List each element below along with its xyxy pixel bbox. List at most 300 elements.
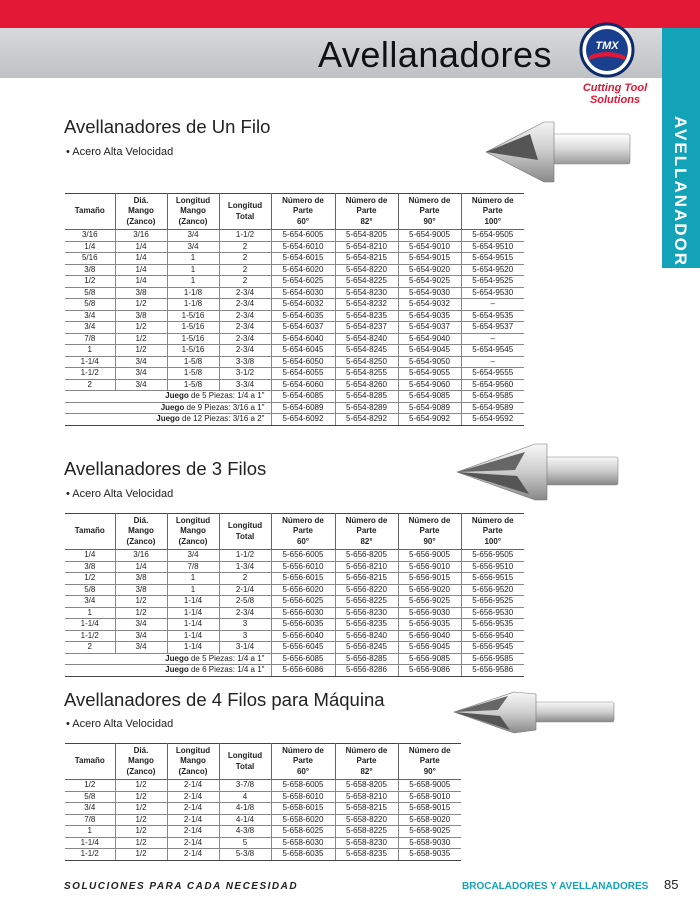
table-row [65, 619, 524, 631]
table-cell: – [461, 333, 524, 345]
tagline [570, 82, 660, 106]
table-row [65, 333, 524, 345]
table-cell: 3/4 [65, 803, 115, 815]
tagline-line2: Solutions [589, 94, 641, 106]
table-cell: 5/8 [65, 287, 115, 299]
table-cell: 3/4 [65, 596, 115, 608]
table-cell: 5-654-9050 [398, 356, 461, 368]
table-row [65, 584, 524, 596]
table-cell: 3/4 [115, 368, 167, 380]
table-row [65, 287, 524, 299]
table-cell: 1-1/8 [167, 287, 219, 299]
col-parte-90: Número de Parte 90° [398, 514, 461, 550]
table-cell: 5-656-9505 [461, 550, 524, 562]
table-cell: 5-654-6015 [271, 253, 335, 265]
table-cell: 3/8 [115, 310, 167, 322]
logo-text: TMX [595, 40, 619, 52]
table-cell: 5-658-8230 [335, 837, 398, 849]
col-longitud-total: Longitud Total [219, 744, 271, 780]
table-cell: 5-654-9092 [398, 414, 461, 426]
table-cell: 5-654-6055 [271, 368, 335, 380]
table-cell: 5-654-6025 [271, 276, 335, 288]
table-cell: 5-654-9010 [398, 241, 461, 253]
table-cell: 1/2 [115, 333, 167, 345]
table-cell: 5-656-6005 [271, 550, 335, 562]
table-cell: 1/2 [115, 849, 167, 861]
table-cell: 5-654-8220 [335, 264, 398, 276]
table-cell: 5-654-8225 [335, 276, 398, 288]
table-cell: 5-656-6010 [271, 561, 335, 573]
table-cell: 5-654-9085 [398, 391, 461, 403]
table-row [65, 310, 524, 322]
table-cell: 5-656-9535 [461, 619, 524, 631]
table-cell: 3/4 [65, 310, 115, 322]
table-cell: 5-656-8285 [335, 653, 398, 665]
table-cell: 5-654-8230 [335, 287, 398, 299]
table-cell: 5-656-6045 [271, 642, 335, 654]
table-row [65, 253, 524, 265]
table-row [65, 368, 524, 380]
table-cell: 3/8 [115, 573, 167, 585]
table-cell: 5-654-9037 [398, 322, 461, 334]
table-cell: 1 [65, 345, 115, 357]
table-cell: 5-658-6005 [271, 780, 335, 792]
table-cell: 5-656-8215 [335, 573, 398, 585]
table-row [65, 356, 524, 368]
table-cell: 1/2 [65, 573, 115, 585]
table-cell: 3/4 [115, 619, 167, 631]
table-cell: 5-658-6020 [271, 814, 335, 826]
table-cell: 3/8 [115, 287, 167, 299]
table-cell: 5-654-9520 [461, 264, 524, 276]
table-cell: 4-3/8 [219, 826, 271, 838]
table-cell: 5-654-8210 [335, 241, 398, 253]
table-cell: 5-654-9545 [461, 345, 524, 357]
table-cell: 5-656-9015 [398, 573, 461, 585]
table-cell: 1/4 [65, 550, 115, 562]
table-cell: 1/4 [115, 241, 167, 253]
table-cell: 1-1/4 [167, 596, 219, 608]
col-tamano: Tamaño [65, 744, 115, 780]
col-longitud-mango: Longitud Mango (Zanco) [167, 514, 219, 550]
table-cell: 1-1/2 [65, 849, 115, 861]
footer-section: BROCALADORES Y AVELLANADORES [462, 881, 649, 892]
table-cell: 1/4 [115, 264, 167, 276]
table-cell: 5-656-6020 [271, 584, 335, 596]
table-row [65, 276, 524, 288]
table-cell: 1/2 [115, 607, 167, 619]
table-cell: 1-5/16 [167, 333, 219, 345]
table-cell: 5-654-9045 [398, 345, 461, 357]
col-longitud-mango: Longitud Mango (Zanco) [167, 194, 219, 230]
table-cell: 3/16 [115, 230, 167, 242]
single-flute-countersink-image [482, 120, 632, 184]
table-cell: 2-3/4 [219, 333, 271, 345]
col-parte-100: Número de Parte 100° [461, 514, 524, 550]
col-parte-90: Número de Parte 90° [398, 744, 461, 780]
table-cell: 2-1/4 [167, 803, 219, 815]
table-cell: 1/2 [65, 780, 115, 792]
table-cell: 5-656-8286 [335, 665, 398, 677]
table-cell: 1 [167, 276, 219, 288]
table-cell: 1 [65, 607, 115, 619]
table-row [65, 630, 524, 642]
table-cell: 1-1/4 [167, 630, 219, 642]
table-cell: 5-654-8215 [335, 253, 398, 265]
table-cell: 5-654-6020 [271, 264, 335, 276]
table-cell: 5-658-8235 [335, 849, 398, 861]
set-row [65, 414, 524, 426]
table-cell: 5-654-8285 [335, 391, 398, 403]
table-row [65, 596, 524, 608]
tagline-line1: Cutting Tool [582, 82, 648, 94]
table-cell: 5-656-6025 [271, 596, 335, 608]
table-cell: 5-658-6035 [271, 849, 335, 861]
set-label: Juego de 5 Piezas: 1/4 a 1" [65, 653, 271, 665]
table-cell: 2-1/4 [219, 584, 271, 596]
table-cell: 3 [219, 630, 271, 642]
table-cell: 5-654-6040 [271, 333, 335, 345]
table-cell: 5-654-8245 [335, 345, 398, 357]
table-cell: 1 [167, 264, 219, 276]
table-cell: 1-5/8 [167, 379, 219, 391]
table-cell: 3-3/4 [219, 379, 271, 391]
table-cell: 5-654-9515 [461, 253, 524, 265]
table-cell: 5-654-6037 [271, 322, 335, 334]
table-cell: 5-656-9525 [461, 596, 524, 608]
table-cell: 5-656-6040 [271, 630, 335, 642]
table-cell: 2-3/4 [219, 322, 271, 334]
table-cell: 5-654-9060 [398, 379, 461, 391]
table-cell: 5-656-9086 [398, 665, 461, 677]
table-cell: 3/8 [65, 264, 115, 276]
col-dia-mango: Diá. Mango (Zanco) [115, 514, 167, 550]
table-cell: 5-654-8240 [335, 333, 398, 345]
table-cell: 3-3/8 [219, 356, 271, 368]
table-cell: 5-656-9040 [398, 630, 461, 642]
section-bullet-un-filo: • Acero Alta Velocidad [66, 146, 174, 158]
table-cell: 5-654-9537 [461, 322, 524, 334]
table-cell: 5-658-8205 [335, 780, 398, 792]
set-label: Juego de 5 Piezas: 1/4 a 1" [65, 391, 271, 403]
table-cell: 5-654-8235 [335, 310, 398, 322]
table-cell: 2-1/4 [167, 814, 219, 826]
table-cell: 5-654-9089 [398, 402, 461, 414]
table-cell: 1-1/4 [167, 619, 219, 631]
table-cell: 2-1/4 [167, 780, 219, 792]
table-cell: 5-658-8225 [335, 826, 398, 838]
table-cell: 5-654-6085 [271, 391, 335, 403]
col-parte-60: Número de Parte 60° [271, 744, 335, 780]
table-cell: 3/4 [167, 241, 219, 253]
table-cell: 5-656-9530 [461, 607, 524, 619]
table-cell: – [461, 356, 524, 368]
col-parte-60: Número de Parte 60° [271, 194, 335, 230]
table-cell: 2-1/4 [167, 791, 219, 803]
table-cell: 2 [65, 379, 115, 391]
table-cell: 1/2 [65, 276, 115, 288]
table-cell: 5/8 [65, 299, 115, 311]
table-cell: 5-654-6089 [271, 402, 335, 414]
table-cell: 5-658-9005 [398, 780, 461, 792]
col-parte-82: Número de Parte 82° [335, 514, 398, 550]
table-cell: 3-7/8 [219, 780, 271, 792]
four-flute-countersink-image [452, 690, 617, 735]
section-bullet-4-filos: • Acero Alta Velocidad [66, 718, 174, 730]
table-cell: 5-656-9005 [398, 550, 461, 562]
table-cell: 1 [167, 253, 219, 265]
table-cell: 1-3/4 [219, 561, 271, 573]
table-cell: 5-654-9030 [398, 287, 461, 299]
table-cell: 1/2 [115, 345, 167, 357]
table-cell: 3 [219, 619, 271, 631]
table-row [65, 299, 524, 311]
table-cell: 2-3/4 [219, 607, 271, 619]
table-cell: 5-658-6010 [271, 791, 335, 803]
table-cell: 5-654-9530 [461, 287, 524, 299]
table-cell: 2-1/4 [167, 837, 219, 849]
table-cell: 5-654-9040 [398, 333, 461, 345]
table-cell: 5-656-6030 [271, 607, 335, 619]
table-cell: 5-654-9015 [398, 253, 461, 265]
table-cell: 5-654-9005 [398, 230, 461, 242]
table-cell: 5-656-9586 [461, 665, 524, 677]
table-row [65, 550, 524, 562]
table-cell: 5/8 [65, 584, 115, 596]
table-cell: 3/4 [167, 230, 219, 242]
table-cell: 5-658-8215 [335, 803, 398, 815]
table-cell: 1-1/2 [219, 550, 271, 562]
table-row [65, 322, 524, 334]
table-cell: 2 [219, 264, 271, 276]
table-cell: 7/8 [167, 561, 219, 573]
table-cell: 5-658-9020 [398, 814, 461, 826]
table-cell: 1/2 [115, 322, 167, 334]
table-cell: 2-3/4 [219, 287, 271, 299]
table-cell: 5-654-8292 [335, 414, 398, 426]
table-cell: 1/2 [115, 814, 167, 826]
table-cell: 5-658-9030 [398, 837, 461, 849]
table-cell: 2-5/8 [219, 596, 271, 608]
table-cell: 5-658-8210 [335, 791, 398, 803]
table-cell: 5-654-8237 [335, 322, 398, 334]
table-cell: 5-654-8255 [335, 368, 398, 380]
table-cell: 5-656-8210 [335, 561, 398, 573]
table-cell: 3/4 [65, 322, 115, 334]
table-cell: 1-5/16 [167, 322, 219, 334]
table-row [65, 849, 461, 861]
table-cell: 5-658-6030 [271, 837, 335, 849]
table-cell: 5-656-9540 [461, 630, 524, 642]
table-cell: 1/4 [115, 561, 167, 573]
col-parte-90: Número de Parte 90° [398, 194, 461, 230]
table-cell: 1/2 [115, 837, 167, 849]
table-cell: 3/4 [115, 630, 167, 642]
table-cell: 5-656-6085 [271, 653, 335, 665]
table-cell: 1/2 [115, 299, 167, 311]
table-cell: 1-1/4 [167, 607, 219, 619]
table-cell: 5-654-8289 [335, 402, 398, 414]
table-cell: 1-5/8 [167, 368, 219, 380]
table-row [65, 264, 524, 276]
table-cell: 1-1/2 [65, 630, 115, 642]
table-cell: 5-656-9035 [398, 619, 461, 631]
table-cell: 5-654-6060 [271, 379, 335, 391]
table-cell: 1/2 [115, 780, 167, 792]
table-cell: 1 [167, 584, 219, 596]
set-row [65, 402, 524, 414]
table-cell: 1/2 [115, 803, 167, 815]
table-cell: 5-654-9585 [461, 391, 524, 403]
table-cell: 5-654-9589 [461, 402, 524, 414]
title-banner [0, 28, 662, 78]
table-cell: 3-1/2 [219, 368, 271, 380]
table-cell: 2-3/4 [219, 299, 271, 311]
side-tab-label: AVELLANADORES [671, 116, 690, 294]
table-cell: 5-654-9535 [461, 310, 524, 322]
table-cell: 5-654-9020 [398, 264, 461, 276]
table-cell: 5/8 [65, 791, 115, 803]
table-cell: 1-1/4 [65, 619, 115, 631]
table-cell: 1-1/2 [65, 368, 115, 380]
three-flute-countersink-image [455, 442, 620, 502]
table-cell: 1-1/4 [65, 837, 115, 849]
table-cell: 5-654-6050 [271, 356, 335, 368]
table-cell: 5-658-9010 [398, 791, 461, 803]
table-row [65, 837, 461, 849]
table-cell: 3/8 [65, 561, 115, 573]
table-cell: 5-658-6015 [271, 803, 335, 815]
table-cell: 5-656-8220 [335, 584, 398, 596]
table-cell: 5/16 [65, 253, 115, 265]
table-cell: 3/4 [115, 356, 167, 368]
table-cell: 1-1/4 [167, 642, 219, 654]
table-cell: 5-654-9555 [461, 368, 524, 380]
table-cell: 2-1/4 [167, 849, 219, 861]
col-tamano: Tamaño [65, 194, 115, 230]
table-cell: 1-5/8 [167, 356, 219, 368]
table-row [65, 814, 461, 826]
table-cell: 5-654-6045 [271, 345, 335, 357]
table-cell: 5-654-6092 [271, 414, 335, 426]
table-cell: 5-654-9025 [398, 276, 461, 288]
table-cell: 2 [219, 573, 271, 585]
table-cell: 3/4 [167, 550, 219, 562]
table-cell: 1 [167, 573, 219, 585]
table-row [65, 561, 524, 573]
table-cell: 5-656-6035 [271, 619, 335, 631]
table-cell: 5-654-6030 [271, 287, 335, 299]
table-cell: 5-654-6035 [271, 310, 335, 322]
set-label: Juego de 6 Piezas: 1/4 a 1" [65, 665, 271, 677]
table-cell: 5-658-9015 [398, 803, 461, 815]
table-cell: 4 [219, 791, 271, 803]
table-cell: 5-654-8232 [335, 299, 398, 311]
table-row [65, 826, 461, 838]
table-cell: 5-656-9585 [461, 653, 524, 665]
side-tab [662, 28, 700, 294]
table-cell: 3/16 [115, 550, 167, 562]
table-cell: 5-658-9025 [398, 826, 461, 838]
col-parte-82: Número de Parte 82° [335, 744, 398, 780]
col-parte-100: Número de Parte 100° [461, 194, 524, 230]
table-cell: 5-656-9545 [461, 642, 524, 654]
set-label: Juego de 12 Piezas: 3/16 a 2" [65, 414, 271, 426]
table-row [65, 379, 524, 391]
table-cell: 5-3/8 [219, 849, 271, 861]
table-4-filos [65, 743, 461, 861]
table-cell: 5-654-9032 [398, 299, 461, 311]
set-row [65, 653, 524, 665]
table-cell: 1/4 [115, 276, 167, 288]
set-label: Juego de 9 Piezas: 3/16 a 1" [65, 402, 271, 414]
table-cell: 5-656-9020 [398, 584, 461, 596]
table-cell: 5-656-9085 [398, 653, 461, 665]
table-cell: 3-1/4 [219, 642, 271, 654]
table-cell: 5-656-6015 [271, 573, 335, 585]
set-row [65, 665, 524, 677]
table-cell: 2-3/4 [219, 310, 271, 322]
table-cell: 1-5/16 [167, 345, 219, 357]
table-cell: 5-656-9520 [461, 584, 524, 596]
table-3-filos [65, 513, 524, 677]
table-cell: 5-654-8250 [335, 356, 398, 368]
table-cell: 5-656-9515 [461, 573, 524, 585]
table-cell: 5 [219, 837, 271, 849]
table-cell: 5-656-8240 [335, 630, 398, 642]
table-cell: 5-658-8220 [335, 814, 398, 826]
table-cell: 4-1/4 [219, 814, 271, 826]
table-cell: 1-1/8 [167, 299, 219, 311]
table-cell: 3/4 [115, 642, 167, 654]
col-longitud-total: Longitud Total [219, 514, 271, 550]
col-longitud-mango: Longitud Mango (Zanco) [167, 744, 219, 780]
table-row [65, 780, 461, 792]
section-title-3-filos: Avellanadores de 3 Filos [64, 458, 267, 479]
table-cell: 2 [65, 642, 115, 654]
footer-slogan: SOLUCIONES PARA CADA NECESIDAD [64, 881, 299, 892]
table-cell: 4-1/8 [219, 803, 271, 815]
table-cell: 1-1/4 [65, 356, 115, 368]
table-row [65, 345, 524, 357]
col-parte-82: Número de Parte 82° [335, 194, 398, 230]
set-row [65, 391, 524, 403]
col-tamano: Tamaño [65, 514, 115, 550]
table-cell: 5-656-9030 [398, 607, 461, 619]
table-cell: 5-658-9035 [398, 849, 461, 861]
table-cell: 5-656-9010 [398, 561, 461, 573]
table-cell: 5-654-9525 [461, 276, 524, 288]
section-title-un-filo: Avellanadores de Un Filo [64, 116, 271, 137]
table-cell: 5-656-8225 [335, 596, 398, 608]
section-bullet-3-filos: • Acero Alta Velocidad [66, 488, 174, 500]
table-cell: 5-656-9045 [398, 642, 461, 654]
table-cell: 2-3/4 [219, 345, 271, 357]
table-row [65, 803, 461, 815]
table-cell: 5-654-6010 [271, 241, 335, 253]
table-cell: 5-656-8230 [335, 607, 398, 619]
table-cell: 7/8 [65, 814, 115, 826]
col-dia-mango: Diá. Mango (Zanco) [115, 194, 167, 230]
page-title: Avellanadores [318, 34, 552, 75]
table-row [65, 230, 524, 242]
section-title-4-filos: Avellanadores de 4 Filos para Máquina [64, 689, 385, 710]
table-cell: 5-656-9025 [398, 596, 461, 608]
table-cell: 5-654-9055 [398, 368, 461, 380]
table-cell: 5-654-9035 [398, 310, 461, 322]
col-longitud-total: Longitud Total [219, 194, 271, 230]
table-cell: 1/2 [115, 791, 167, 803]
